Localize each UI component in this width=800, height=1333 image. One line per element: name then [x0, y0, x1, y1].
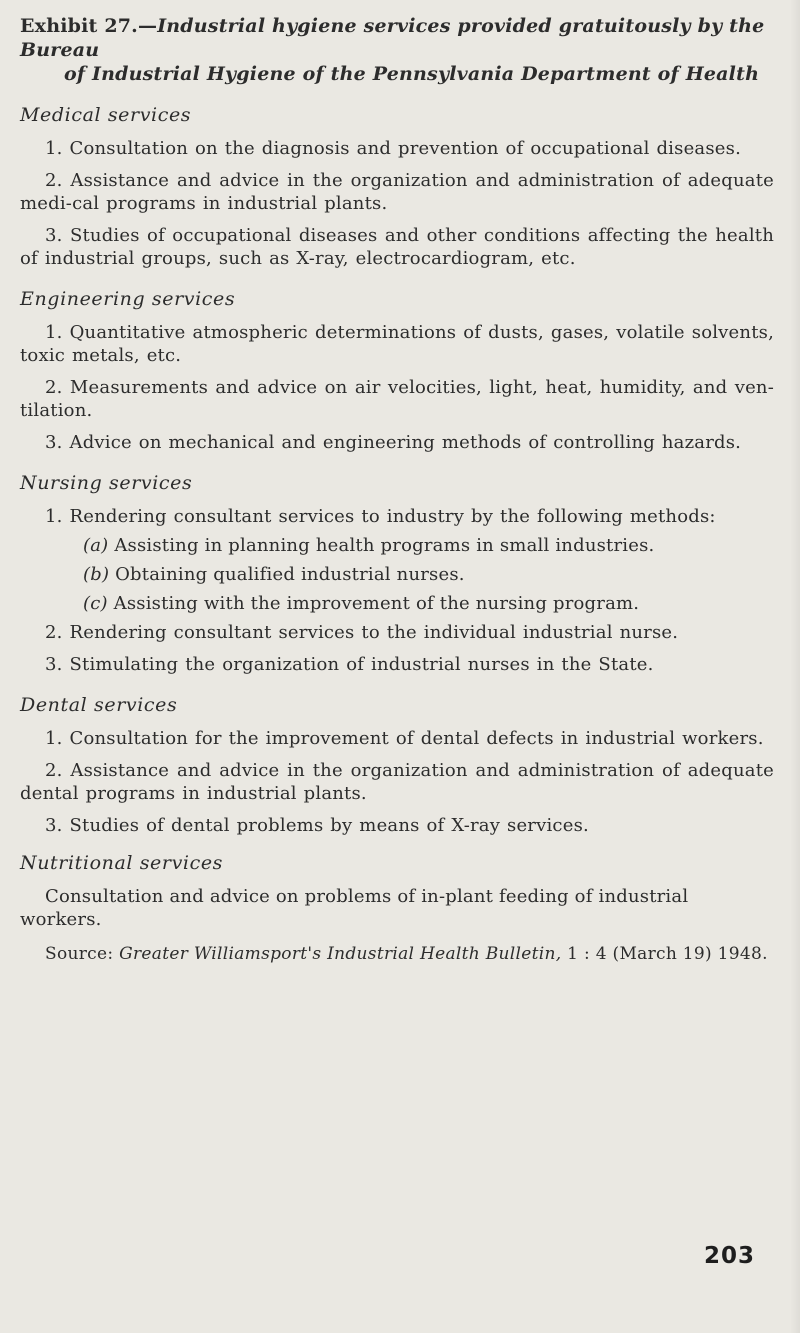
list-item: 2. Assistance and advice in the organization and administration of adequate dental programs in industrial plants. — [20, 760, 774, 804]
nutritional-services-section — [20, 851, 774, 931]
source-citation — [20, 943, 774, 966]
list-item: 1. Rendering consultant services to industry by the following methods: — [45, 506, 716, 527]
list-item: 3. Stimulating the organization of industrial nurses in the State. — [45, 654, 654, 675]
sub-item-text: Assisting with the improvement of the nursing program. — [113, 593, 640, 614]
sub-item-marker: (c) — [83, 593, 108, 614]
section-heading: Engineering services — [20, 288, 236, 310]
page-edge-shadow — [790, 0, 800, 1333]
sub-list-item — [20, 563, 774, 586]
sub-list-item — [20, 534, 774, 557]
source-citation-detail: 1 : 4 (March 19) 1948. — [567, 944, 768, 964]
section-heading: Medical services — [20, 104, 192, 126]
list-item: 1. Quantitative atmospheric determinations of dusts, gases, volatile solvents, toxic metals, etc. — [20, 322, 774, 366]
exhibit-title-line-1: Industrial hygiene services provided gratuitously by the Bureau — [20, 15, 765, 61]
section-heading: Nursing services — [20, 472, 193, 494]
dental-services-section — [20, 693, 774, 837]
list-item: 2. Rendering consultant services to the individual industrial nurse. — [45, 622, 679, 643]
exhibit-title-line-2: of Industrial Hygiene of the Pennsylvania Department of Health — [64, 63, 760, 85]
section-heading: Dental services — [20, 694, 178, 716]
medical-services-section — [20, 103, 774, 270]
list-item: 3. Advice on mechanical and engineering methods of controlling hazards. — [45, 432, 742, 453]
nursing-services-section — [20, 471, 774, 676]
sub-item-text: Obtaining qualified industrial nurses. — [115, 564, 465, 585]
sub-item-text: Assisting in planning health programs in small industries. — [114, 535, 655, 556]
engineering-services-section — [20, 287, 774, 454]
source-publication: Greater Williamsport's Industrial Health Bulletin, — [119, 944, 562, 964]
sub-list-item — [20, 592, 774, 615]
source-label: Source: — [45, 944, 114, 964]
list-item: 1. Consultation for the improvement of dental defects in industrial workers. — [45, 728, 764, 749]
list-item: 3. Studies of occupational diseases and other conditions affecting the health of industrial groups, such as X-ray, electrocardiogram, etc. — [20, 225, 774, 269]
list-item: 2. Measurements and advice on air velocities, light, heat, humidity, and ven-tilation. — [20, 377, 774, 421]
nutritional-text: Consultation and advice on problems of in-plant feeding of industrial workers. — [20, 886, 689, 930]
list-item: 1. Consultation on the diagnosis and prevention of occupational diseases. — [45, 138, 742, 159]
page-number: 203 — [704, 1243, 756, 1269]
sub-item-marker: (b) — [83, 564, 110, 585]
exhibit-title — [20, 14, 774, 86]
list-item: 2. Assistance and advice in the organization and administration of adequate medi-cal programs in industrial plants. — [20, 170, 774, 214]
section-heading: Nutritional services — [20, 852, 224, 874]
list-item: 3. Studies of dental problems by means of X-ray services. — [45, 815, 589, 836]
sub-item-marker: (a) — [83, 535, 109, 556]
exhibit-label: Exhibit 27.— — [20, 15, 158, 37]
